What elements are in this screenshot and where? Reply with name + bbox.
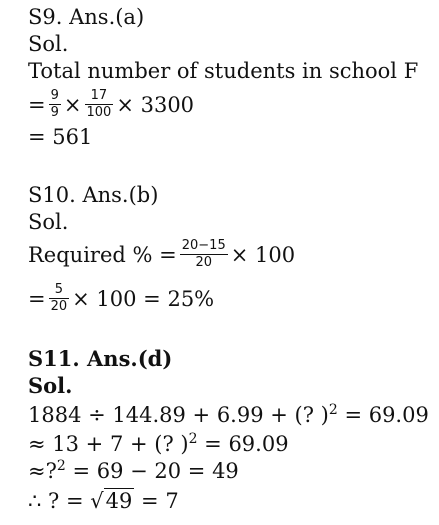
s11-line-1-tail: = 69.09 [337, 403, 429, 427]
s11-line-3-exponent: 2 [56, 458, 66, 474]
s9-fraction-1 [49, 88, 61, 121]
s10-equation-2 [28, 284, 214, 317]
s11-sol-label: Sol. [28, 373, 73, 398]
s9-heading: S9. Ans.(a) [28, 5, 145, 29]
s11-line-2 [28, 431, 289, 457]
s10-eq-prefix: = [28, 287, 46, 311]
s9-fraction-2-den: 100 [86, 105, 112, 120]
s11-line-1-exponent: 2 [328, 402, 338, 418]
s11-line-2-tail: = 69.09 [197, 432, 289, 456]
s11-line-4-tail: = 7 [134, 489, 179, 513]
s9-fraction-1-num: 9 [50, 88, 59, 103]
s10-sol-label: Sol. [28, 210, 69, 234]
s10-equation-1 [28, 240, 295, 273]
s9-result: = 561 [28, 125, 93, 149]
s9-fraction-2-num: 17 [85, 88, 114, 105]
s9-fraction-1-den: 9 [50, 105, 59, 120]
s9-eq-prefix: = [28, 93, 46, 117]
s11-heading: S11. Ans.(d) [28, 346, 173, 371]
s10-fraction-1-den: 20 [195, 255, 212, 270]
s11-radical-sign: √ [90, 489, 104, 513]
s10-fraction-2-den: 20 [50, 299, 68, 314]
s11-line-2-exponent: 2 [188, 431, 198, 447]
s9-sol-label: Sol. [28, 32, 69, 56]
s11-line-3-tail: = 69 − 20 = 49 [65, 459, 239, 483]
s9-statement: Total number of students in school F [28, 59, 419, 83]
s10-heading: S10. Ans.(b) [28, 183, 159, 207]
s9-times-2: × 3300 [116, 93, 195, 117]
s10-fraction-1-num: 20−15 [181, 238, 226, 253]
s9-equation [28, 90, 194, 123]
s11-line-2-main: ≈ 13 + 7 + (? ) [28, 432, 189, 456]
s10-fraction-1 [180, 238, 228, 271]
s10-fraction-2 [49, 282, 70, 315]
s11-line-1 [28, 402, 429, 428]
s11-radicand: 49 [105, 489, 133, 513]
s10-fraction-2-num: 5 [49, 282, 70, 299]
s11-line-4-pre: ∴ ? = [28, 489, 91, 513]
s9-fraction-2 [85, 88, 114, 121]
s10-times-2: × 100 = 25% [72, 287, 215, 311]
s11-line-3 [28, 458, 239, 484]
s11-line-1-main: 1884 ÷ 144.89 + 6.99 + (? ) [28, 403, 329, 427]
s11-square-root [90, 488, 134, 514]
s10-times-1: × 100 [230, 243, 296, 267]
s11-line-4 [28, 488, 179, 514]
s11-line-3-pre: ≈? [28, 459, 57, 483]
s9-times-1: × [63, 93, 82, 117]
s10-required-label: Required % = [28, 243, 177, 267]
